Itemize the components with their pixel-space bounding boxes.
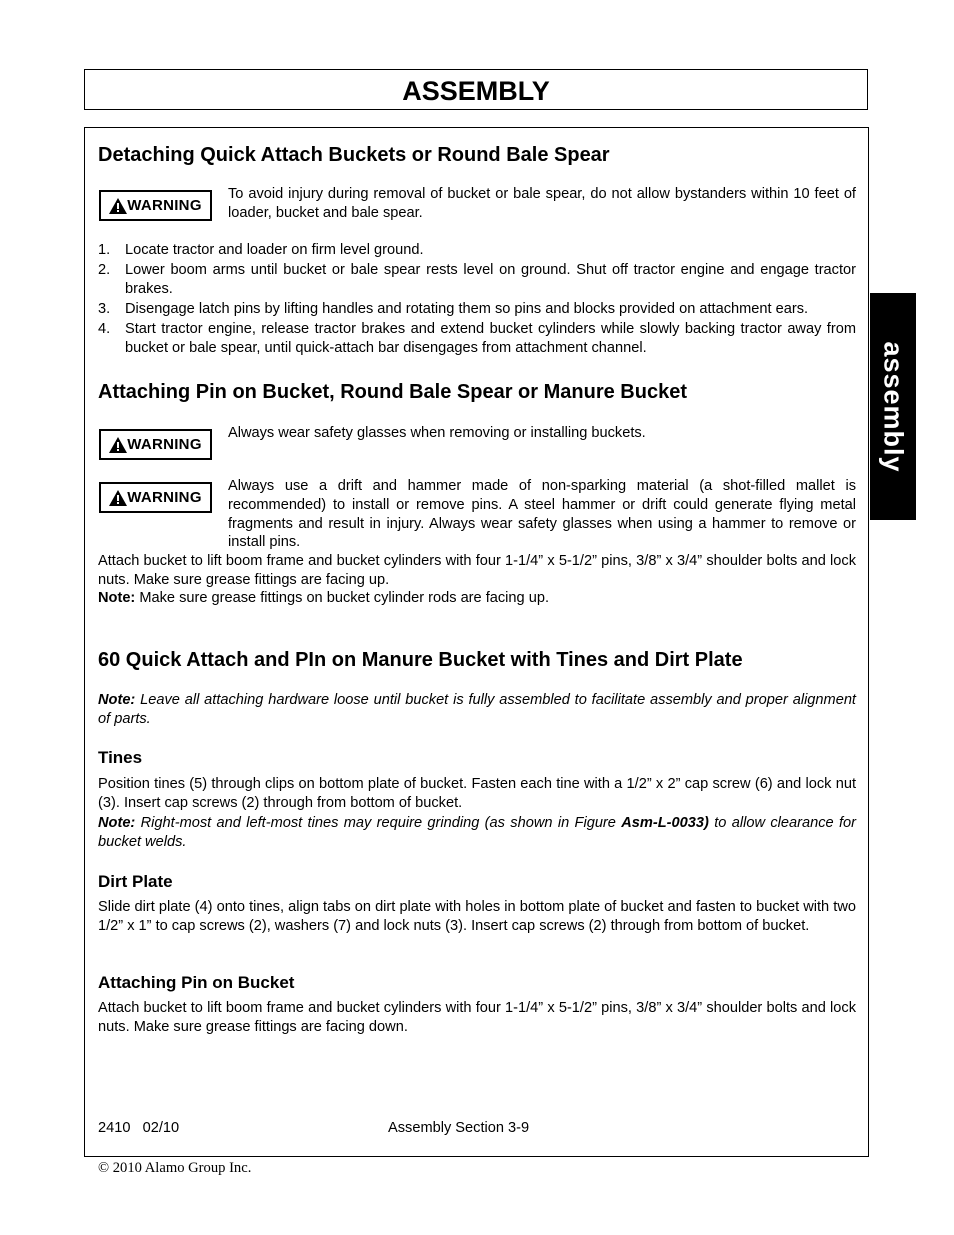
subsection-title-dirt-plate: Dirt Plate [98, 872, 173, 891]
side-tab-label: assembly [878, 340, 909, 473]
warning-triangle-icon [109, 490, 127, 506]
body-paragraph: Slide dirt plate (4) onto tines, align tabs on dirt plate with holes in bottom plate of bucket and fasten to bucket with two 1/2” x 1” to cap screws (2), washers (7) and lock nuts (3). Insert cap screws (2) through from bottom of bucket. [98, 899, 856, 934]
warning-text: Always use a drift and hammer made of non-sparking material (a shot-filled mallet is recommended) to install or remove pins. A steel hammer or drift could generate flying metal fragments and result in injury. Always wear safety glasses when using a hammer to remove or install pins. [228, 478, 856, 551]
subsection-title-tines: Tines [98, 748, 143, 767]
warning-label: WARNING [127, 489, 202, 506]
warning-box [99, 190, 212, 221]
list-item-number: 2. [98, 262, 111, 278]
warning-triangle-icon [109, 198, 127, 214]
footer-section: Assembly Section 3-9 [388, 1120, 530, 1136]
warning-label: WARNING [127, 436, 202, 453]
note-paragraph [98, 691, 856, 729]
list-item: Disengage latch pins by lifting handles and rotating them so pins and blocks provided on attachment ears. [125, 301, 809, 317]
note-label: Note: [98, 590, 136, 606]
note-paragraph [98, 814, 856, 852]
warning-label: WARNING [127, 197, 202, 214]
note-paragraph [98, 589, 856, 608]
note-label: Note: [98, 815, 136, 831]
list-item: Start tractor engine, release tractor brakes and extend bucket cylinders while slowly backing tractor away from bucket or bale spear, until quick-attach bar disengages from attachment channel. [125, 321, 856, 356]
note-label: Note: [98, 692, 136, 708]
note-text: Right-most and left-most tines may require grinding (as shown in Figure [135, 815, 622, 831]
section-title-detaching: Detaching Quick Attach Buckets or Round Bale Spear [98, 144, 610, 166]
section-title-quick-attach: 60 Quick Attach and PIn on Manure Bucket with Tines and Dirt Plate [98, 649, 743, 671]
list-item-number: 1. [98, 242, 111, 258]
list-item-number: 4. [98, 321, 111, 337]
body-paragraph: Position tines (5) through clips on bottom plate of bucket. Fasten each tine with a 1/2” x 2” cap screw (6) and lock nut (3). Insert cap screws (2) through from bottom of bucket. [98, 776, 856, 811]
page-header-title: ASSEMBLY [402, 76, 550, 106]
side-tab [870, 293, 916, 520]
figure-reference: Asm-L-0033) [621, 815, 709, 831]
warning-text: To avoid injury during removal of bucket or bale spear, do not allow bystanders within 10 feet of loader, bucket and bale spear. [228, 186, 856, 221]
body-paragraph: Attach bucket to lift boom frame and bucket cylinders with four 1-1/4” x 5-1/2” pins, 3/8” x 3/4” shoulder bolts and lock nuts. Make sure grease fittings are facing up. [98, 553, 856, 588]
copyright: © 2010 Alamo Group Inc. [98, 1160, 252, 1176]
list-item: Locate tractor and loader on firm level ground. [125, 242, 424, 258]
warning-box [99, 429, 212, 460]
note-text: to allow clearance for bucket welds. [98, 815, 856, 850]
note-text: Leave all attaching hardware loose until bucket is fully assembled to facilitate assembly and proper alignment of parts. [98, 692, 856, 727]
section-title-attaching-pin: Attaching Pin on Bucket, Round Bale Spear or Manure Bucket [98, 381, 687, 403]
list-item-number: 3. [98, 301, 111, 317]
footer-doc-number: 2410 02/10 [98, 1120, 180, 1136]
subsection-title-attaching-pin-bucket: Attaching Pin on Bucket [98, 973, 295, 992]
warning-box [99, 482, 212, 513]
note-text: Make sure grease fittings on bucket cylinder rods are facing up. [135, 590, 550, 606]
warning-text: Always wear safety glasses when removing or installing buckets. [228, 425, 646, 441]
list-item: Lower boom arms until bucket or bale spear rests level on ground. Shut off tractor engine and engage tractor brakes. [125, 262, 856, 297]
warning-triangle-icon [109, 437, 127, 453]
body-paragraph: Attach bucket to lift boom frame and bucket cylinders with four 1-1/4” x 5-1/2” pins, 3/8” x 3/4” shoulder bolts and lock nuts. Make sure grease fittings are facing down. [98, 1000, 856, 1035]
